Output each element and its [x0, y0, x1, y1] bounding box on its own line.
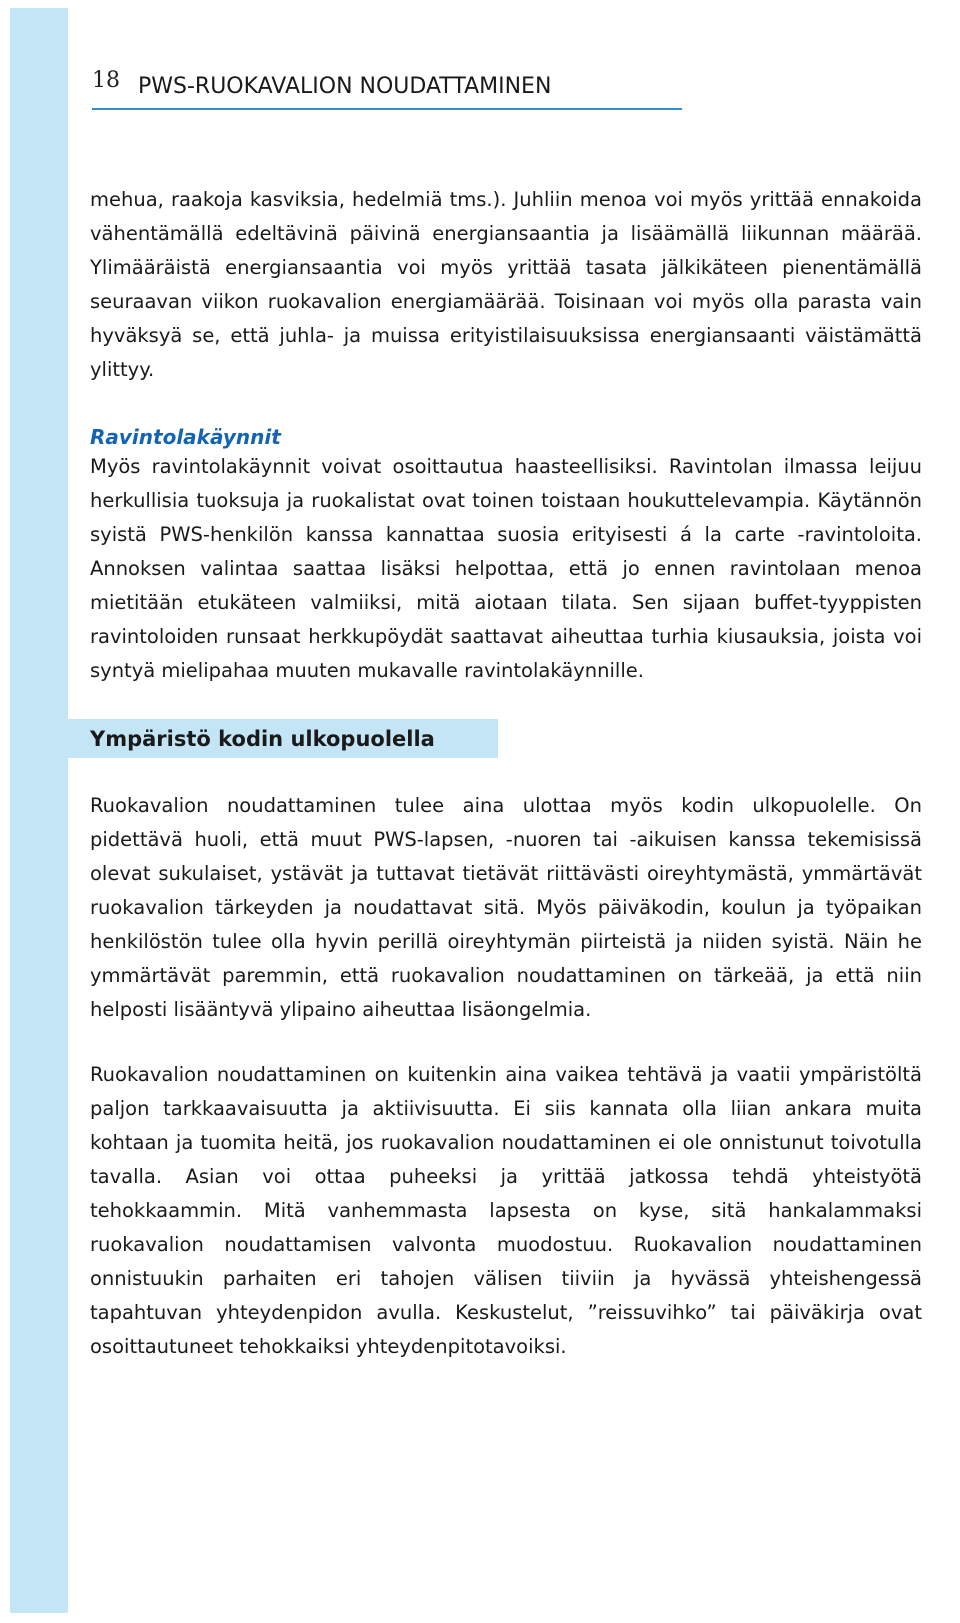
paragraph-environment: Ruokavalion noudattaminen tulee aina ulottaa myös kodin ulkopuolelle. On pidettävä huoli, että muut PWS-lapsen, -nuoren tai -aikuisen kanssa tekemisissä olevat sukulaiset, ystävät ja tuttavat tietävät riittävästi oireyhtymästä, ymmärtävät ruokavalion tärkeyden ja noudattavat sitä. Myös päiväkodin, koulun ja työpaikan henkilöstön tulee olla hyvin perillä oireyhtymän piirteistä ja niiden syistä. Näin he ymmärtävät paremmin, että ruokavalion noudattaminen on tärkeää, ja että niin helposti lisääntyvä ylipaino aiheuttaa lisäongelmia.: [90, 794, 922, 1021]
page-header: [92, 62, 682, 110]
running-title: PWS-RUOKAVALION NOUDATTAMINEN: [138, 74, 552, 99]
paragraph-restaurants: Myös ravintolakäynnit voivat osoittautua haasteellisiksi. Ravintolan ilmassa leijuu herkullisia tuoksuja ja ruokalistat ovat toinen toistaan houkuttelevampia. Käytännön syistä PWS-henkilön kanssa kannattaa suosia erityisesti á la carte -ravintoloita. Annoksen valintaa saattaa lisäksi helpottaa, että jo ennen ravintolaan menoa mietitään etukäteen valmiiksi, mitä aiotaan tilata. Sen sijaan buffet-tyyppisten ravintoloiden runsaat herkkupöydät saattavat aiheuttaa turhia kiusauksia, joista voi syntyä mielipahaa muuten mukavalle ravintolakäynnille.: [90, 455, 922, 682]
side-decoration-bar: [10, 8, 68, 1613]
paragraph-intro: mehua, raakoja kasviksia, hedelmiä tms.). Juhliin menoa voi myös yrittää ennakoida vähentämällä edeltävinä päivinä energiansaantia ja lisäämällä liikunnan määrää. Ylimääräistä energiansaantia voi myös yrittää tasata jälkikäteen pienentämällä seuraavan viikon ruokavalion energiamäärää. Toisinaan voi myös olla parasta vain hyväksyä se, että juhla- ja muissa erityistilaisuuksissa energiansaanti väistämättä ylittyy.: [90, 188, 922, 381]
paragraph-cooperation: Ruokavalion noudattaminen on kuitenkin aina vaikea tehtävä ja vaatii ympäristöltä paljon tarkkaavaisuutta ja aktiivisuutta. Ei siis kannata olla liian ankara muita kohtaan ja tuomita heitä, jos ruokavalion noudattaminen ei ole onnistunut toivotulla tavalla. Asian voi ottaa puheeksi ja yrittää jatkossa tehdä yhteistyötä tehokkaammin. Mitä vanhemmasta lapsesta on kyse, sitä hankalammaksi ruokavalion noudattamisen valvonta muodostuu. Ruokavalion noudattaminen onnistuukin parhaiten eri tahojen välisen tiiviin ja hyvässä yhteishengessä tapahtuvan yhteydenpidon avulla. Keskustelut, ”reissuvihko” tai päiväkirja ovat osoittautuneet tehokkaiksi yhteydenpitotavoiksi.: [90, 1063, 922, 1358]
subheading-ravintolakaynnit: Ravintolakäynnit: [90, 425, 281, 449]
page-number: 18: [92, 68, 120, 93]
section-heading: Ympäristö kodin ulkopuolella: [90, 727, 435, 751]
